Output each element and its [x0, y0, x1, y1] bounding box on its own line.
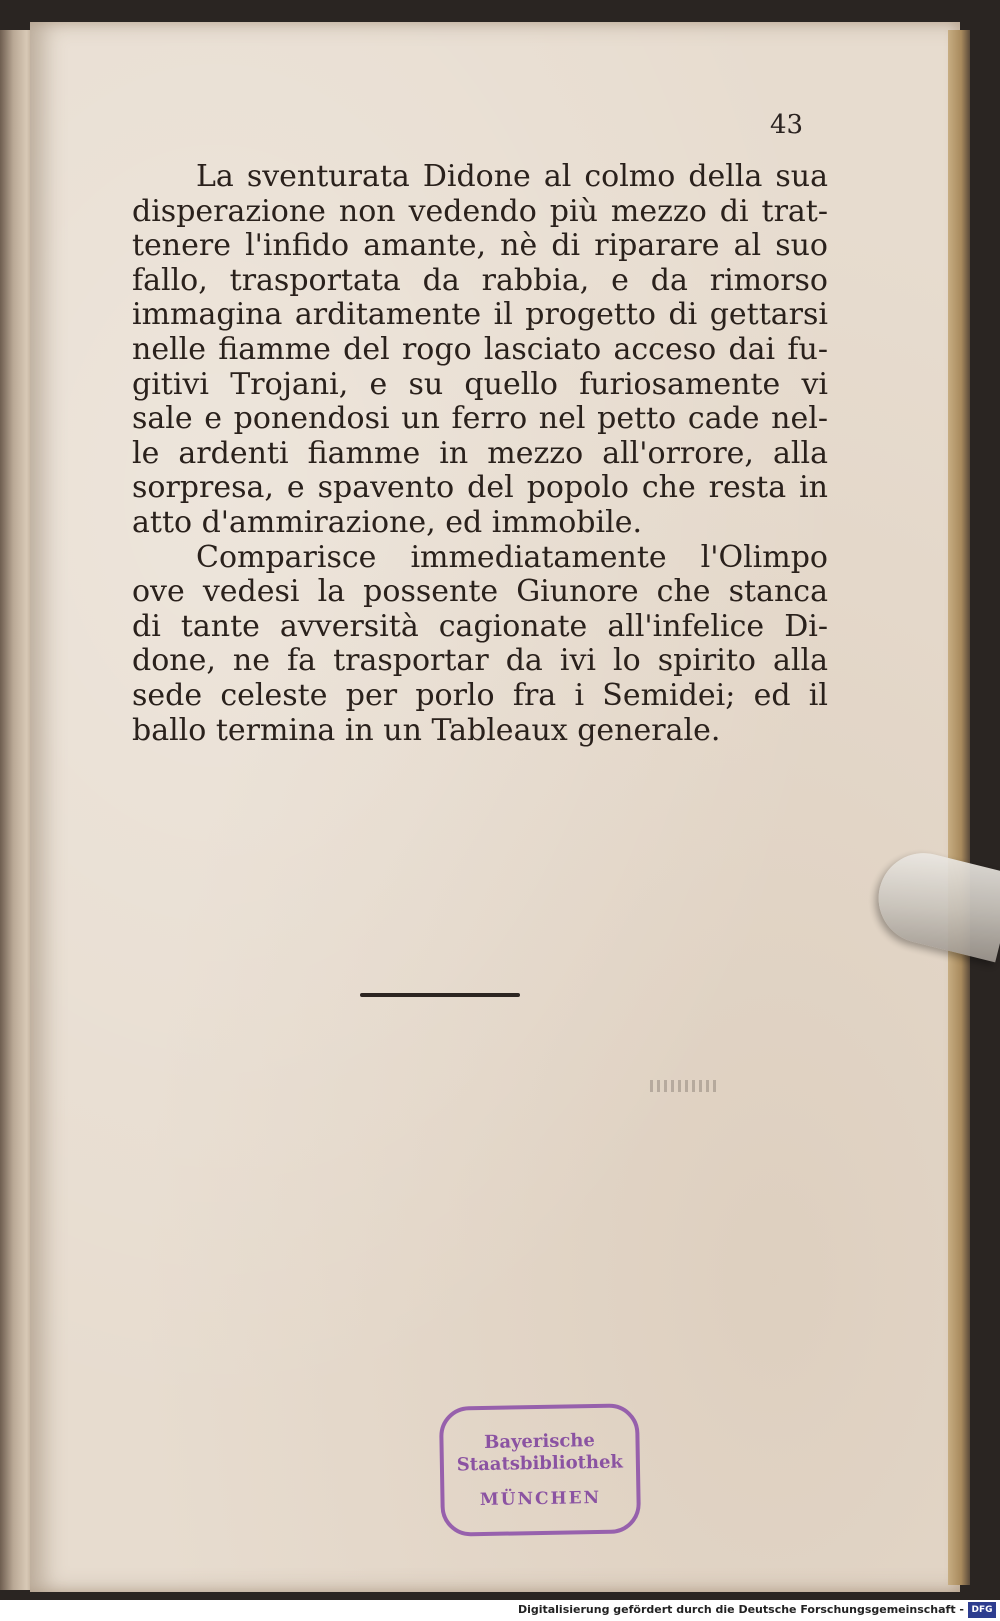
ink-smudge: [650, 1080, 720, 1092]
text-line: immagina arditamente il progetto di gettarsi: [132, 297, 828, 333]
text-line: sorpresa, e spavento del popolo che resta in: [132, 470, 828, 506]
page-number: 43: [770, 110, 804, 140]
end-rule: [360, 993, 520, 997]
text-line: ove vedesi la possente Giunore che stanca: [132, 574, 828, 610]
stamp-line: Bayerische: [483, 1430, 596, 1453]
text-line: sede celeste per porlo fra i Semidei; ed il: [132, 677, 828, 713]
library-stamp: [439, 1403, 641, 1536]
page-edge-right: [948, 30, 970, 1585]
text-line: gitivi Trojani, e su quello furiosamente vi: [132, 366, 828, 402]
text-line: done, ne fa trasportar da ivi lo spirito alla: [132, 643, 828, 679]
dfg-logo: DFG: [968, 1602, 996, 1618]
text-line: disperazione non vedendo più mezzo di trat-: [132, 193, 828, 229]
text-line: nelle fiamme del rogo lasciato acceso dai fu-: [132, 331, 828, 367]
text-line: sale e ponendosi un ferro nel petto cade nel-: [132, 401, 828, 437]
footer-credit: Digitalisierung gefördert durch die Deutsche Forschungsgemeinschaft -: [517, 1603, 964, 1616]
text-line: di tante avversità cagionate all'infelice Di-: [132, 608, 828, 644]
stamp-line: MÜNCHEN: [479, 1487, 602, 1511]
text-line: atto d'ammirazione, ed immobile.: [132, 504, 642, 540]
stamp-line: Staatsbibliothek: [456, 1451, 624, 1476]
text-line: le ardenti fiamme in mezzo all'orrore, alla: [132, 435, 828, 471]
body-text: [132, 160, 828, 748]
text-line: fallo, trasportata da rabbia, e da rimorso: [132, 262, 828, 298]
text-line: tenere l'infido amante, nè di riparare al suo: [132, 228, 828, 264]
text-line: La sventurata Didone al colmo della sua: [196, 159, 828, 194]
text-line: Comparisce immediatamente l'Olimpo: [196, 539, 828, 575]
text-line: ballo termina in un Tableaux generale.: [132, 712, 721, 748]
